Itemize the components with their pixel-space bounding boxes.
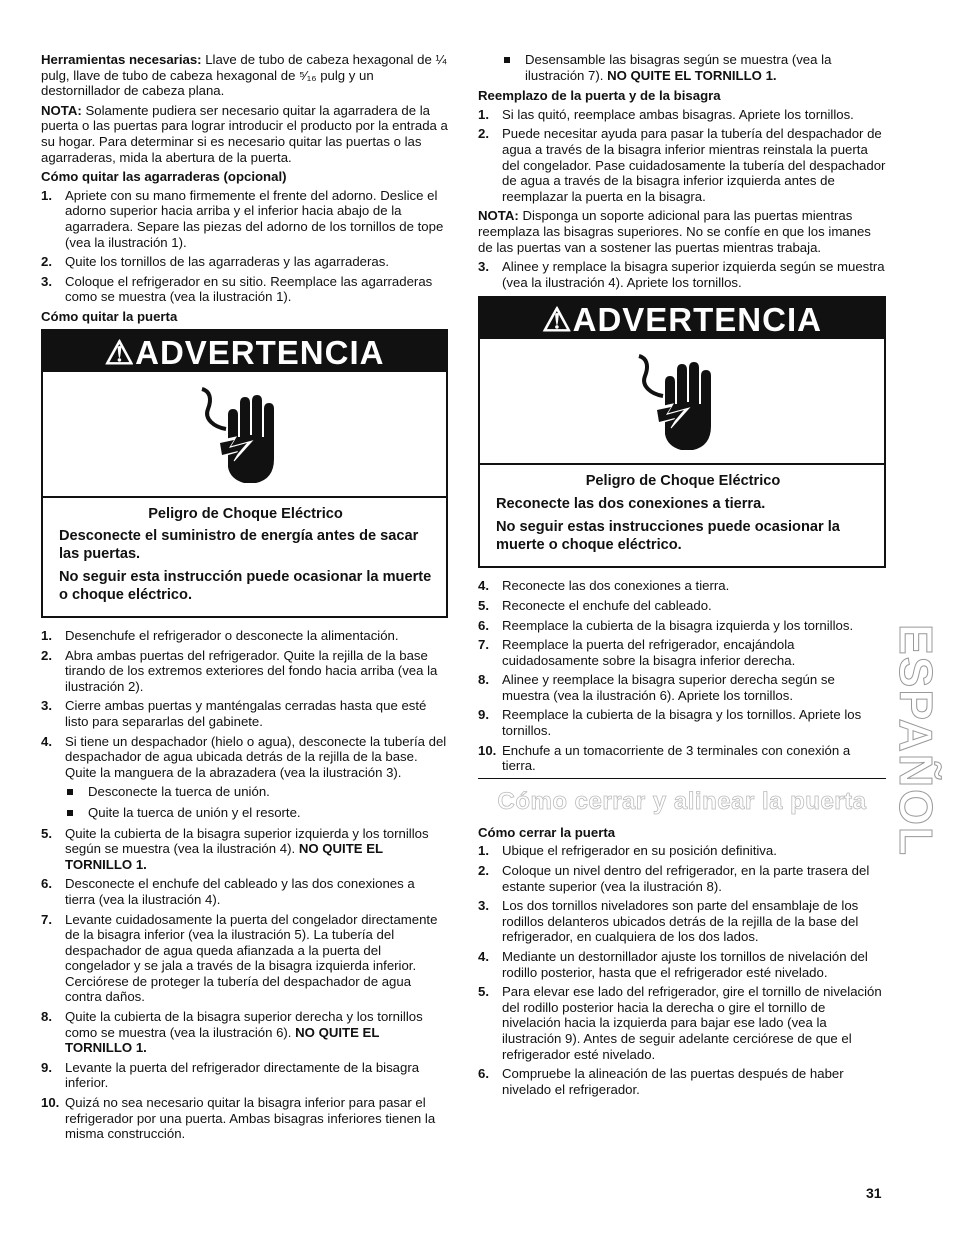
step-number: 1. — [478, 106, 489, 122]
list-item — [478, 259, 886, 290]
step-text: Reemplace la cubierta de la bisagra y los tornillos. Apriete los tornillos. — [502, 707, 862, 739]
step-text: Desenchufe el refrigerador o desconecte la alimentación. — [65, 628, 399, 643]
list-item — [478, 743, 886, 774]
list-item — [41, 648, 448, 695]
step-number: 7. — [478, 637, 489, 653]
door-steps-continued — [41, 826, 448, 1142]
note-label: NOTA: — [41, 102, 82, 118]
step-number: 8. — [41, 1009, 52, 1025]
step-text: Levante la puerta del refrigerador directamente de la bisagra inferior. — [65, 1059, 420, 1091]
step-text: Mediante un destornillador ajuste los tornillos de nivelación del rodillo posterior, hasta que el refrigerador esté nivelado. — [502, 949, 868, 980]
replace-steps-b — [478, 259, 886, 290]
list-item — [41, 1095, 448, 1142]
step-text: Ubique el refrigerador en su posición definitiva. — [502, 843, 777, 859]
list-item — [41, 826, 448, 873]
step-text: Quite la cubierta de la bisagra superior izquierda y los tornillos según se muestra (vea la ilustración 4). — [65, 825, 429, 857]
note-label: NOTA: — [478, 208, 519, 224]
left-column — [41, 52, 448, 1146]
step-number: 10. — [478, 742, 497, 758]
step-number: 9. — [478, 707, 489, 723]
step-text: Cierre ambas puertas y manténgalas cerradas hasta que esté listo para separarlas del gabinete. — [65, 698, 427, 729]
step-number: 8. — [478, 672, 489, 688]
warning-box-right — [478, 296, 886, 568]
list-item — [41, 734, 448, 781]
warning-line-2: No seguir esta instrucción puede ocasionar la muerte o choque eléctrico. — [59, 569, 432, 603]
electric-shock-hand-icon — [627, 346, 737, 456]
note-text: Disponga un soporte adicional para las puertas mientras reemplaza las bisagras superiores. No se confíe en que los imanes de las puertas van a sostener las puertas mientras trabaja. — [478, 208, 871, 255]
step-text: Para elevar ese lado del refrigerador, gire el tornillo de nivelación del rodillo posterior hacia la derecha o gire el tornillo de nivelación hacia la izquierda para bajar ese lado (vea la ilustración 9). Antes de seguir adelante cerciórese de que el refrigerador esté nivelado. — [502, 984, 882, 1062]
list-item — [478, 618, 886, 634]
right-column — [478, 52, 886, 1101]
warning-line-2: No seguir estas instrucciones puede ocasionar la muerte o choque eléctrico. — [496, 519, 840, 553]
note-paragraph — [41, 103, 448, 165]
shock-hazard-icon-area — [480, 339, 884, 465]
list-item — [41, 1060, 448, 1091]
list-item — [41, 188, 448, 250]
list-item — [478, 898, 886, 945]
page-number: 31 — [866, 1185, 882, 1201]
list-item — [478, 578, 886, 594]
warning-hazard: Peligro de Choque Eléctrico — [585, 473, 781, 490]
step-number: 6. — [478, 617, 489, 633]
step-number: 3. — [478, 898, 489, 914]
close-steps — [478, 843, 886, 1097]
step-number: 1. — [478, 843, 489, 859]
list-item — [478, 707, 886, 738]
step-number: 2. — [41, 254, 52, 270]
step-emphasis: NO QUITE EL TORNILLO 1. — [65, 1024, 380, 1056]
list-item: Desconecte la tuerca de unión. — [41, 784, 448, 800]
warning-header — [480, 298, 884, 339]
list-item — [41, 254, 448, 270]
step-text: Desconecte el enchufe del cableado y las dos conexiones a tierra (vea la ilustración 4). — [65, 876, 415, 907]
step-number: 6. — [478, 1066, 489, 1082]
list-item — [478, 843, 886, 859]
door-steps — [41, 628, 448, 780]
step-number: 6. — [41, 876, 52, 892]
step-text: Reemplace la cubierta de la bisagra izquierda y los tornillos. — [502, 617, 854, 633]
warning-hazard: Peligro de Choque Eléctrico — [148, 505, 343, 522]
step-text: Coloque un nivel dentro del refrigerador, en la parte trasera del estante superior (vea la ilustración 8). — [502, 863, 870, 894]
step-text: Puede necesitar ayuda para pasar la tubería del despachador de agua a través de la bisagra inferior mientras reinstala la puerta del congelador. Pase cuidadosamente la tubería del despachador de agua a través de la bisagra inferior izquierda antes de reemplazar la puerta en la bisagra. — [502, 126, 886, 204]
step-number: 9. — [41, 1059, 52, 1075]
tools-paragraph — [41, 52, 448, 99]
step-number: 2. — [478, 126, 489, 142]
step-number: 4. — [478, 578, 489, 594]
step-text: Reconecte las dos conexiones a tierra. — [502, 578, 730, 594]
step-number: 1. — [41, 628, 52, 643]
step-number: 5. — [478, 984, 489, 1000]
warning-text — [43, 498, 446, 617]
step-number: 1. — [41, 187, 52, 203]
step-text: Abra ambas puertas del refrigerador. Quite la rejilla de la base tirando de los extremos exteriores del fondo hacia arriba (vea la ilustración 2). — [65, 647, 438, 694]
step-text: Enchufe a un tomacorriente de 3 terminales con conexión a tierra. — [502, 742, 851, 774]
list-item — [41, 628, 448, 644]
list-item — [478, 126, 886, 204]
note-paragraph-right — [478, 208, 886, 255]
step-number: 4. — [478, 949, 489, 964]
list-item — [478, 598, 886, 614]
step-text: Alinee y remplace la bisagra superior izquierda según se muestra (vea la ilustración 4). Apriete los tornillos. — [502, 259, 885, 290]
list-item — [478, 637, 886, 668]
step-number: 7. — [41, 911, 52, 927]
step-text: Alinee y reemplace la bisagra superior derecha según se muestra (vea la ilustración 6). Apriete los tornillos. — [502, 672, 835, 703]
close-heading: Cómo cerrar la puerta — [478, 824, 616, 840]
list-item — [41, 876, 448, 907]
step-text: Coloque el refrigerador en su sitio. Reemplace las agarraderas como se muestra (vea la ilustración 1). — [65, 273, 433, 305]
warning-triangle-icon: ⚠ — [104, 333, 136, 371]
list-item — [478, 949, 886, 980]
hinge-bullet — [478, 52, 886, 83]
section-divider — [478, 778, 886, 779]
warning-title: ADVERTENCIA — [572, 301, 822, 339]
step-text: Compruebe la alineación de las puertas después de haber nivelado el refrigerador. — [502, 1066, 844, 1097]
list-item — [478, 672, 886, 703]
handles-steps — [41, 188, 448, 305]
step-text: Quizá no sea necesario quitar la bisagra inferior para pasar el refrigerador por una puerta. Ambas bisagras inferiores tienen la misma construcción. — [65, 1095, 436, 1142]
list-item — [41, 1009, 448, 1056]
step-text: Si tiene un despachador (hielo o agua), desconecte la tubería del despachador de agua ubicada detrás de la rejilla de la base. Quite la manguera de la abrazadera (vea la ilustración 3). — [65, 733, 447, 780]
step-number: 10. — [41, 1095, 60, 1111]
step-text: Quite la cubierta de la bisagra superior derecha y los tornillos como se muestra (vea la ilustración 6). — [65, 1009, 423, 1040]
list-item — [41, 698, 448, 729]
list-item: Quite la tuerca de unión y el resorte. — [41, 805, 448, 821]
shock-hazard-icon-area — [43, 372, 446, 498]
step-number: 2. — [41, 647, 52, 663]
language-side-tab: ESPAÑOL — [889, 623, 942, 857]
replace-steps-continued — [478, 578, 886, 774]
replace-heading: Reemplazo de la puerta y de la bisagra — [478, 88, 721, 104]
step-text: Levante cuidadosamente la puerta del congelador directamente de la bisagra inferior (vea la ilustración 5). La tubería del despachador de agua queda afianzada a la puerta del congelador y se jala a través de la bisagra izquierda inferior. Cerciórese de proteger la tubería del despachador de agua contra daños. — [65, 911, 438, 1005]
list-item — [478, 1066, 886, 1097]
replace-steps — [478, 107, 886, 205]
step-text: Si las quitó, reemplace ambas bisagras. Apriete los tornillos. — [502, 106, 854, 122]
step-number: 3. — [41, 273, 52, 289]
list-item — [478, 107, 886, 123]
warning-title: ADVERTENCIA — [135, 333, 385, 371]
step-text: Quite los tornillos de las agarraderas y las agarraderas. — [65, 254, 389, 270]
tools-text: Llave de tubo de cabeza hexagonal de ¼ pulg, llave de tubo de cabeza hexagonal de ⁵⁄₁₆ pulg y un destornillador de cabeza plana. — [41, 52, 447, 99]
warning-triangle-icon: ⚠ — [542, 301, 573, 339]
step-number: 4. — [41, 733, 52, 749]
step-number: 5. — [478, 597, 489, 613]
tools-label: Herramientas necesarias: — [41, 52, 202, 67]
list-item — [41, 912, 448, 1006]
list-item — [478, 863, 886, 894]
step-text: Reconecte el enchufe del cableado. — [502, 597, 712, 613]
step-text: Reemplace la puerta del refrigerador, encajándola cuidadosamente sobre la bisagra inferior derecha. — [502, 637, 796, 668]
warning-text — [480, 465, 884, 566]
list-item: Desensamble las bisagras según se muestra (vea la ilustración 7). NO QUITE EL TORNILLO 1. — [478, 52, 886, 83]
warning-header — [43, 331, 446, 372]
warning-box-left — [41, 329, 448, 619]
warning-line-1: Reconecte las dos conexiones a tierra. — [496, 495, 766, 512]
warning-line-1: Desconecte el suministro de energía antes de sacar las puertas. — [59, 528, 419, 562]
step-emphasis: NO QUITE EL TORNILLO 1. — [65, 841, 383, 872]
section-title: Cómo cerrar y alinear la puerta — [497, 787, 867, 815]
electric-shock-hand-icon — [190, 379, 300, 489]
step-text: Los dos tornillos niveladores son parte del ensamblaje de los rodillos delanteros ubicados detrás de la rejilla de la base del refrigerador, en cualquiera de los dos lados. — [502, 898, 859, 945]
handles-heading: Cómo quitar las agarraderas (opcional) — [41, 169, 287, 185]
list-item — [41, 274, 448, 305]
note-text: Solamente pudiera ser necesario quitar la agarradera de la puerta o las puertas para lograr introducir el producto por la entrada a su hogar. Para determinar si es necesario quitar las puertas o las agarraderas, mida la abertura de la puerta. — [41, 102, 448, 165]
door-removal-heading: Cómo quitar la puerta — [41, 308, 178, 324]
step-number: 3. — [478, 259, 489, 275]
list-item — [478, 984, 886, 1062]
door-bullets — [41, 784, 448, 820]
step-number: 3. — [41, 698, 52, 714]
step-number: 2. — [478, 863, 489, 879]
step-number: 5. — [41, 825, 52, 841]
step-text: Apriete con su mano firmemente el frente del adorno. Deslice el adorno superior hacia arriba y el inferior hacia abajo de la agarradera. Separe las piezas del adorno de los tornillos de tope (vea la ilustración 1). — [65, 187, 444, 250]
